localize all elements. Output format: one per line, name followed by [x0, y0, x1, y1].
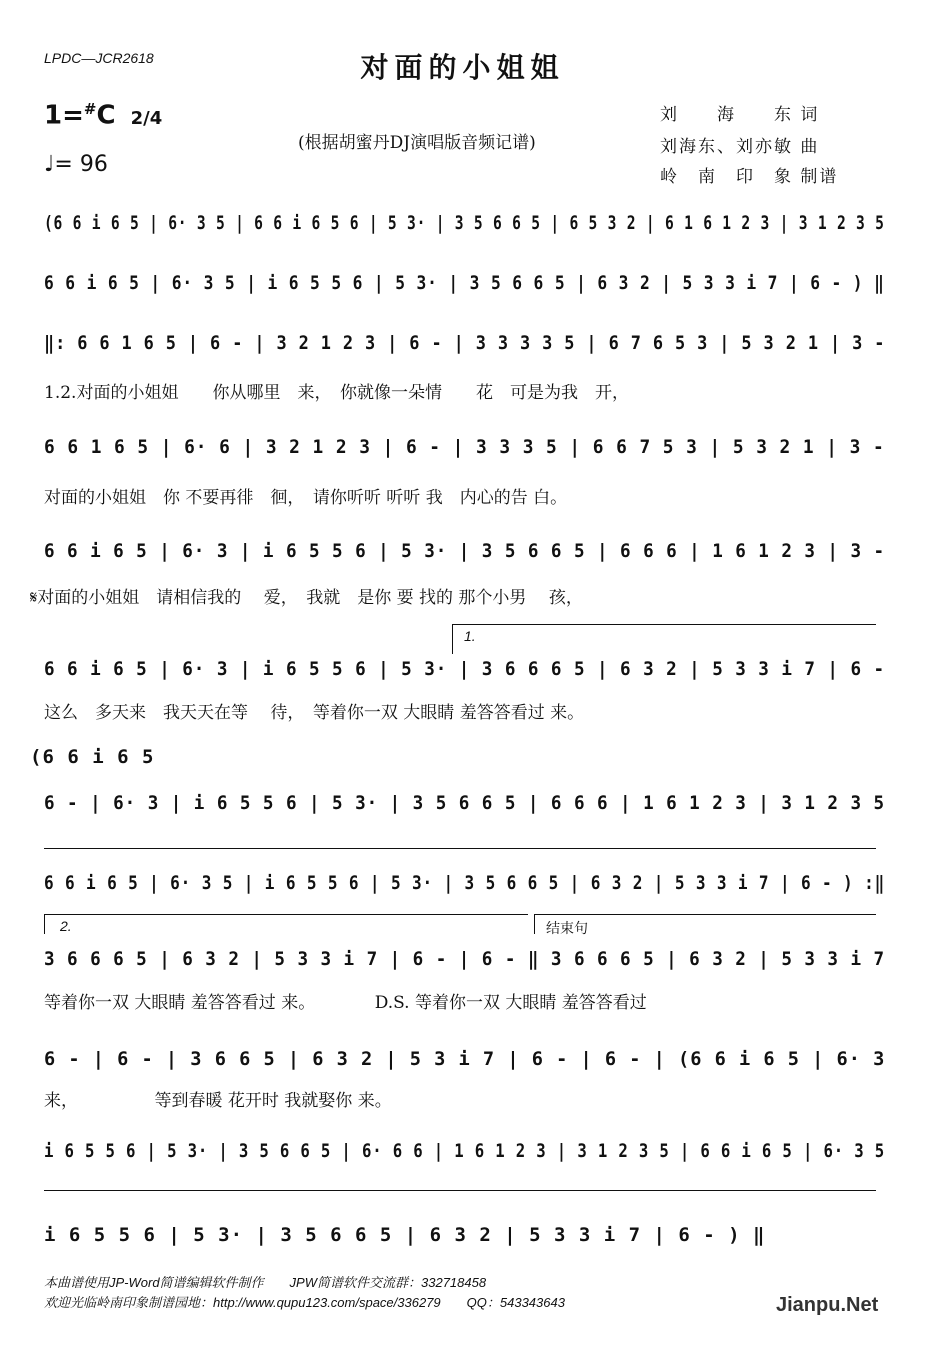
ending-bracket-1	[452, 624, 876, 625]
lyric-line-5: 𝄋对面的小姐姐 请相信我的 爱， 我就 是你 要 找的 那个小男 孩，	[30, 588, 583, 608]
lyric-line-3: 1.2.对面的小姐姐 你从哪里 来， 你就像一朵情 花 可是为我 开，	[44, 383, 629, 403]
score-line-11: i 6 5 5 6 | 5 3· | 3 5 6 6 5 | 6· 6 6 | 1 6 1 2 3 | 3 1 2 3 5 | 6 6 i 6 5 | 6· 3 5	[44, 1140, 885, 1162]
bracket-line	[44, 848, 876, 849]
score-line-7: 6 - | 6· 3 | i 6 5 5 6 | 5 3· | 3 5 6 6 5 | 6 6 6 | 1 6 1 2 3 | 3 1 2 3 5	[44, 792, 886, 814]
lyric-line-6: 这么 多天来 我天天在等 待， 等着你一双 大眼睛 羞答答看过 来。	[44, 703, 585, 723]
score-line-2: 6 6 i 6 5 | 6· 3 5 | i 6 5 5 6 | 5 3· | 3 5 6 6 5 | 6 3 2 | 5 3 3 i 7 | 6 - ) ‖	[44, 272, 885, 294]
song-title: 对面的小姐姐	[360, 51, 565, 84]
lyric-line-4: 对面的小姐姐 你 不要再徘 徊， 请你听听 听听 我 内心的告 白。	[44, 488, 568, 508]
coda-bracket	[534, 914, 876, 915]
ending-bracket-2	[44, 914, 528, 915]
lyric-line-9: 等着你一双 大眼睛 羞答答看过 来。 D.S. 等着你一双 大眼睛 羞答答看过	[44, 993, 647, 1013]
arranger-credit: 岭 南 印 象 制谱	[660, 167, 839, 187]
footer-website-line: 欢迎光临岭南印象制谱园地：http://www.qupu123.com/space/336279 QQ：543343643	[44, 1295, 565, 1310]
source-note: (根据胡蜜丹DJ演唱版音频记谱)	[298, 133, 536, 153]
lyricist-credit: 刘 海 东 词	[660, 105, 820, 125]
composer-credit: 刘海东、刘亦敏 曲	[660, 137, 820, 157]
ending-bracket-1-start	[452, 624, 453, 654]
coda-bracket-start	[534, 914, 535, 934]
coda-label: 结束句	[546, 921, 588, 937]
score-line-12: i 6 5 5 6 | 5 3· | 3 5 6 6 5 | 6 3 2 | 5 3 3 i 7 | 6 - ) ‖	[44, 1224, 766, 1246]
key-signature	[44, 100, 162, 131]
score-line-9: 3 6 6 6 5 | 6 3 2 | 5 3 3 i 7 | 6 - | 6 - ‖ 3 6 6 6 5 | 6 3 2 | 5 3 3 i 7	[44, 948, 886, 970]
key-note: C	[96, 100, 116, 131]
bracket-line-2	[44, 1190, 876, 1191]
score-line-1: (6 6 i 6 5 | 6· 3 5 | 6 6 i 6 5 6 | 5 3· | 3 5 6 6 5 | 6 5 3 2 | 6 1 6 1 2 3 | 3 1 2 3 5	[44, 212, 885, 234]
key-prefix: 1=	[44, 100, 84, 131]
score-code: LPDC—JCR2618	[44, 50, 154, 66]
score-line-8: 6 6 i 6 5 | 6· 3 5 | i 6 5 5 6 | 5 3· | 3 5 6 6 5 | 6 3 2 | 5 3 3 i 7 | 6 - ) :‖	[44, 872, 886, 894]
tempo-marking	[44, 152, 108, 177]
footer-software-line: 本曲谱使用JP-Word简谱编辑软件制作 JPW简谱软件交流群：332718458	[44, 1275, 487, 1290]
tempo-value: = 96	[54, 152, 108, 177]
score-line-5: 6 6 i 6 5 | 6· 3 | i 6 5 5 6 | 5 3· | 3 5 6 6 5 | 6 6 6 | 1 6 1 2 3 | 3 -	[44, 540, 886, 562]
sharp-sign: #	[83, 100, 97, 118]
time-signature: 2/4	[130, 107, 163, 129]
score-line-6: 6 6 i 6 5 | 6· 3 | i 6 5 5 6 | 5 3· | 3 6 6 6 5 | 6 3 2 | 5 3 3 i 7 | 6 -	[44, 658, 886, 680]
second-ending-label: 2.	[60, 918, 72, 934]
site-watermark: Jianpu.Net	[776, 1294, 879, 1316]
score-line-4: 6 6 1 6 5 | 6· 6 | 3 2 1 2 3 | 6 - | 3 3 3 5 | 6 6 7 5 3 | 5 3 2 1 | 3 -	[44, 436, 885, 458]
interlude-notes: (6 6 i 6 5	[30, 746, 155, 768]
score-line-3: ‖: 6 6 1 6 5 | 6 - | 3 2 1 2 3 | 6 - | 3 3 3 3 5 | 6 7 6 5 3 | 5 3 2 1 | 3 -	[44, 332, 886, 354]
first-ending-label: 1.	[464, 628, 476, 644]
score-line-10: 6 - | 6 - | 3 6 6 5 | 6 3 2 | 5 3 i 7 | 6 - | 6 - | (6 6 i 6 5 | 6· 3	[44, 1048, 886, 1070]
lyric-line-10: 来， 等到春暖 花开时 我就娶你 来。	[44, 1091, 392, 1111]
ending-bracket-2-start	[44, 914, 45, 934]
quarter-note-icon: ♩	[44, 152, 55, 177]
